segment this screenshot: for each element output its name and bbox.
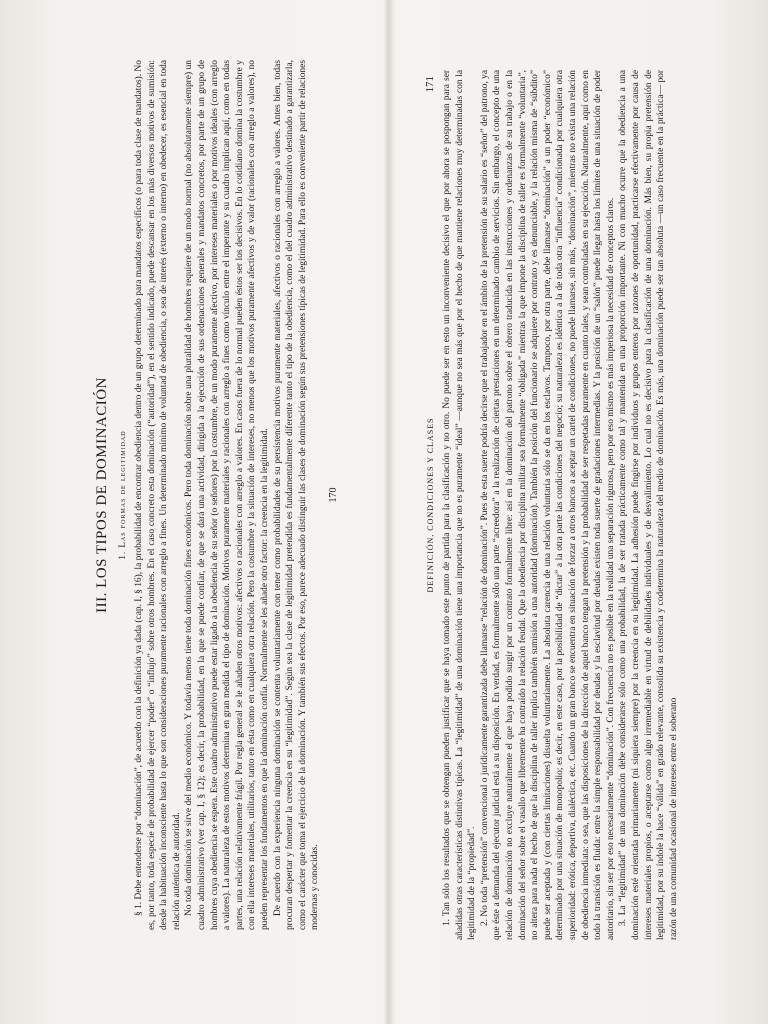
left-paragraph-1: § 1. Debe entenderse por “dominación”, de acuerdo con la definición ya dada (cap. I, § 16), la probabilidad de encontrar obediencia dentro de un grupo determinado para mandatos específicos (o para toda clase de mandatos). No es, por tanto, toda especie de probabilidad de ejercer “poder” o “influjo” sobre otros hombres. En el caso concreto esta dominación (“autoridad”), en el sentido indicado, puede descansar en los más diversos motivos de sumisión: desde la habituación inconsciente hasta lo que son consideraciones puramente racionales con arreglo a fines. Un determinado mínimo de voluntad de obediencia, o sea de interés (externo o interno) en obedecer, es esencial en toda relación auténtica de autoridad. — [134, 60, 182, 930]
page-number: 170 — [327, 487, 339, 503]
right-paragraph-2: 2. No toda “pretensión” convencional o jurídicamente garantizada debe llamarse “relación de dominación”. Pues de esta suerte podría decirse que el trabajador en el ámbito de la pretensión de su salario es “señor” del patrono, ya que éste a demanda del ejecutor judicial está a su disposición. En verdad, es formalmente sólo una parte “acreedora” a la realización de ciertas prestaciones en un determinado cambio de servicios. Sin embargo, el concepto de una relación de dominación no excluye naturalmente el que haya podido surgir por un contrato formalmente libre: así en la dominación del patrono sobre el obrero traducida en las instrucciones y ordenanzas de su trabajo o en la dominación del señor sobre el vasallo que libremente ha contraído la relación feudal. Que la obediencia por disciplina militar sea formalmente “obligada” mientras la que impone la disciplina de taller es formalmente “voluntaria”, no altera para nada el hecho de que la disciplina de taller implica también sumisión a una autoridad (dominación). También la posición del funcionario se adquiere por contrato y es denunciable, y la relación misma de “súbdito” puede ser aceptada y (con ciertas limitaciones) disuelta voluntariamente. La absoluta carencia de una relación voluntaria sólo se da en los esclavos. Tampoco, por otra parte, debe llamarse “dominación” a un poder “económico” determinado por una situación de monopolio; es decir, en este caso, por la posibilidad de “dictar” a la otra parte las condiciones del negocio; su naturaleza es idéntica a la de toda otra “influencia” condicionada por cualquiera otra superioridad: erótica, deportiva, dialéctica, etc. Cuando un gran banco se encuentra en situación de forzar a otros bancos a aceptar un cartel de condiciones, no puede llamarse, sin más, “dominación”, mientras no exista una relación de obediencia inmediata: o sea, que las disposiciones de la dirección de aquel banco tengan la pretensión y la probabilidad de ser respetadas puramente en cuanto tales, y sean controladas en su ejecución. Naturalmente, aquí como en todo la transición es fluida: entre la simple responsabilidad por deudas y la esclavitud por deudas existen toda suerte de gradaciones intermedias. Y la posición de un “salón” puede llegar hasta los límites de una situación de poder autoritario, sin ser por eso necesariamente “dominación”. Con frecuencia no es posible en la realidad una separación rigurosa, pero por eso mismo es más imperiosa la necesidad de conceptos claros. — [479, 70, 616, 940]
left-paragraph-2: No toda dominación se sirve del medio económico. Y todavía menos tiene toda dominación fines económicos. Pero toda dominación sobre una pluralidad de hombres requiere de un modo normal (no absolutamente siempre) un cuadro administrativo (ver cap. I, § 12); es decir, la probabilidad, en la que se puede confiar, de que se dará una actividad, dirigida a la ejecución de sus ordenaciones generales y mandatos concretos, por parte de un grupo de hombres cuya obediencia se espera. Este cuadro administrativo puede estar ligado a la obediencia de su señor (o señores) por la costumbre, de un modo puramente afectivo, por intereses materiales o por motivos ideales (con arreglo a valores). La naturaleza de estos motivos determina en gran medida el tipo de dominación. Motivos puramente materiales y racionales con arreglo a fines como vínculo entre el imperante y su cuadro implican aquí, como en todas partes, una relación relativamente frágil. Por regla general se le añaden otros motivos: afectivos o racionales con arreglo a valores. En casos fuera de lo normal pueden éstos ser los decisivos. En lo cotidiano domina la costumbre y con ella intereses materiales, utilitarios, tanto en ésta como en cualquiera otra relación. Pero la costumbre y la situación de intereses, no menos que los motivos puramente afectivos y de valor (racionales con arreglo a valores), no pueden representar los fundamentos en que la dominación confía. Normalmente se les añade otro factor: la creencia en la legitimidad. — [184, 60, 270, 930]
running-head: DEFINICIÓN, CONDICIONES Y CLASES — [426, 417, 435, 593]
section-title: 1. Las formas de legitimidad — [117, 430, 127, 560]
left-paragraph-3: De acuerdo con la experiencia ninguna dominación se contenta voluntariamente con tener como probabilidades de su persistencia motivos puramente materiales, afectivos o racionales con arreglo a valores. Antes bien, todas procuran despertar y fomentar la creencia en su “legitimidad”. Según sea la clase de legitimidad pretendida es fundamentalmente diferente tanto el tipo de la obediencia, como el del cuadro administrativo destinado a garantizarla, como el carácter que toma el ejercicio de la dominación. Y también sus efectos. Por eso, parece adecuado distinguir las clases de dominación según sus pretensiones típicas de legitimidad. Para ello es conveniente partir de relaciones modernas y conocidas. — [272, 60, 321, 930]
right-paragraph-1: 1. Tan sólo los resultados que se obtengan pueden justificar que se haya tomado este punto de partida para la clasificación y no otro. No puede ser en esto un inconveniente decisivo el que por ahora se pospongan para ser añadidas otras características distintivas típicas. La “legitimidad” de una dominación tiene una importancia que no es puramente “ideal” —aunque no sea más que por el hecho de que mantiene relaciones muy determinadas con la legitimidad de la “propiedad”. — [442, 70, 478, 940]
chapter-title: III. LOS TIPOS DE DOMINACIÓN — [94, 377, 110, 613]
left-page — [92, 60, 392, 930]
page-number: 171 — [424, 76, 436, 93]
right-page — [426, 70, 726, 940]
right-paragraph-3: 3. La “legitimidad” de una dominación debe considerarse sólo como una probabilidad, la de ser tratada prácticamente como tal y mantenida en una proporción importante. Ni con mucho ocurre que la obediencia a una dominación esté orientada primariamente (ni siquiera siempre) por la creencia en su legitimidad. La adhesión puede fingirse por individuos y grupos enteros por razones de oportunidad, practicarse efectivamente por causa de intereses materiales propios, o aceptarse como algo irremediable en virtud de debilidades individuales y de desvalimiento. Lo cual no es decisivo para la clasificación de una dominación. Más bien, su propia pretensión de legitimidad, por su índole la hace “válida” en grado relevante, consolida su existencia y codetermina la naturaleza del medio de dominación. Es más, una dominación puede ser tan absoluta —un caso frecuente en la práctica— por razón de una comunidad ocasional de intereses entre el soberano — [618, 70, 679, 940]
